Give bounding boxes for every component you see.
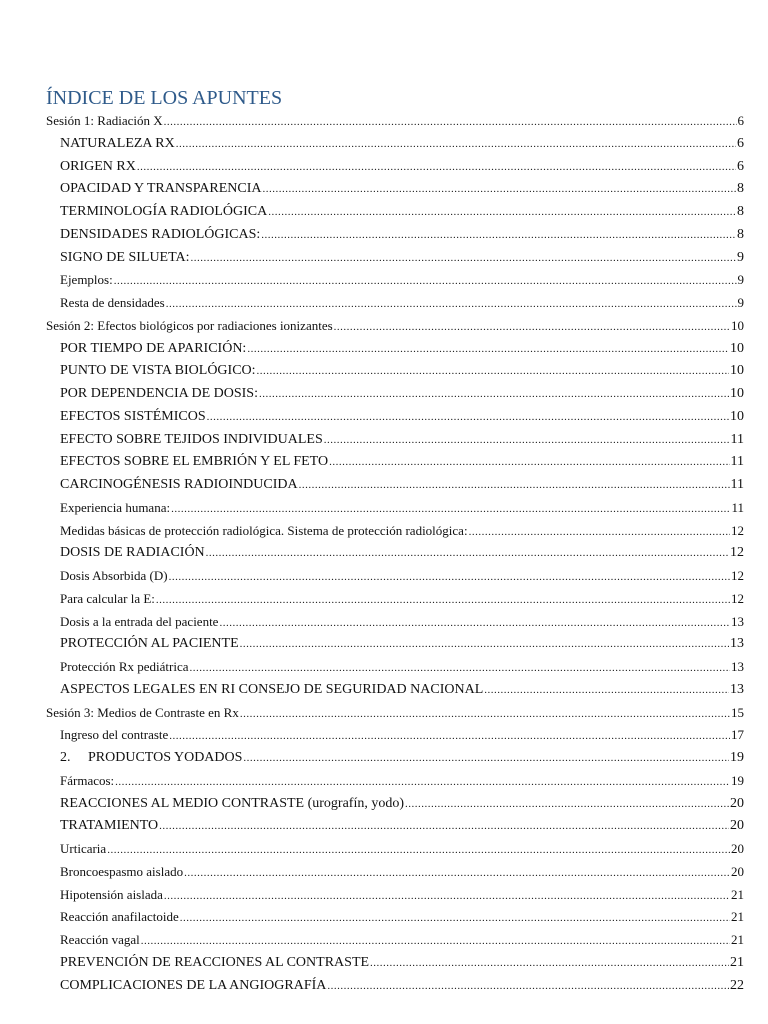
toc-entry-title: Ingreso del contraste (60, 727, 169, 743)
toc-entry[interactable] (0, 929, 768, 952)
toc-entry-title: Broncoespasmo aislado (60, 863, 184, 879)
toc-page-number: 17 (731, 727, 744, 743)
toc-entry[interactable] (0, 679, 768, 702)
toc-entry-title: Medidas básicas de protección radiológica. Sistema de protección radiológica: (60, 522, 468, 538)
toc-page-number: 13 (731, 613, 744, 629)
toc-entry[interactable] (0, 702, 768, 725)
dot-leader (191, 247, 736, 270)
toc-entry-title: Sesión 2: Efectos biológicos por radiaciones ionizantes (46, 317, 333, 333)
toc-list (0, 110, 768, 997)
toc-page-number: 19 (731, 772, 744, 788)
toc-entry[interactable] (0, 884, 768, 907)
toc-entry-title: Ejemplos: (60, 272, 113, 288)
toc-entry-title: TRATAMIENTO (60, 818, 159, 834)
dot-leader (240, 703, 730, 725)
toc-entry[interactable] (0, 793, 768, 816)
toc-page-number: 10 (730, 386, 744, 401)
toc-entry[interactable] (0, 406, 768, 429)
dot-leader (243, 747, 729, 770)
toc-entry-title: Reacción anafilactoide (60, 909, 179, 925)
toc-entry[interactable] (0, 429, 768, 452)
toc-page-number: 13 (730, 681, 744, 697)
toc-entry-title (60, 747, 242, 770)
toc-entry[interactable] (0, 861, 768, 884)
toc-page-number: 10 (730, 363, 744, 379)
toc-page-number: 12 (731, 522, 744, 538)
toc-page-number: 8 (737, 181, 744, 197)
dot-leader (176, 133, 736, 156)
toc-entry[interactable] (0, 201, 768, 224)
toc-entry[interactable] (0, 724, 768, 747)
toc-entry-title: PREVENCIÓN DE REACCIONES AL CONTRASTE (60, 954, 370, 970)
dot-leader (171, 498, 730, 520)
toc-entry[interactable] (0, 156, 768, 179)
toc-page-number: 9 (737, 295, 744, 310)
dot-leader (137, 156, 736, 179)
dot-leader (263, 178, 737, 201)
dot-leader (159, 815, 729, 838)
dot-leader (166, 293, 737, 315)
dot-leader (190, 657, 730, 679)
toc-entry-title: Fármacos: (60, 772, 115, 788)
toc-entry-title: ASPECTOS LEGALES EN RI CONSEJO DE SEGURIDAD NACIONAL (60, 681, 484, 697)
toc-entry[interactable] (0, 952, 768, 975)
toc-entry-title: TERMINOLOGÍA RADIOLÓGICA (60, 204, 268, 219)
toc-page-number: 20 (730, 795, 744, 811)
toc-entry[interactable] (0, 383, 768, 406)
dot-leader (405, 793, 729, 816)
dot-leader (206, 542, 729, 565)
dot-leader (240, 633, 729, 656)
dot-leader (141, 930, 730, 952)
toc-page-number: 12 (731, 568, 744, 583)
toc-entry-title: Sesión 3: Medios de Contraste en Rx (46, 704, 239, 720)
dot-leader (180, 907, 730, 929)
dot-leader (324, 429, 730, 452)
toc-entry-title: DOSIS DE RADIACIÓN (60, 545, 205, 561)
dot-leader (247, 338, 729, 361)
dot-leader (169, 725, 730, 747)
toc-entry[interactable] (0, 770, 768, 793)
toc-entry-number: 2. (60, 750, 71, 765)
dot-leader (329, 451, 729, 474)
toc-page-number: 10 (731, 317, 744, 333)
toc-title: ÍNDICE DE LOS APUNTES (46, 87, 283, 109)
dot-leader (484, 679, 729, 702)
dot-leader (327, 975, 729, 998)
toc-entry-title: Para calcular la E: (60, 590, 155, 606)
toc-page-number: 13 (731, 659, 744, 674)
toc-entry[interactable] (0, 224, 768, 247)
toc-page-number: 22 (730, 977, 744, 993)
dot-leader (268, 201, 736, 224)
toc-page-number: 13 (730, 636, 744, 652)
dot-leader (257, 360, 729, 383)
toc-entry[interactable] (0, 542, 768, 565)
dot-leader (299, 474, 730, 497)
toc-entry[interactable] (0, 133, 768, 156)
toc-entry-title: Urticaria (60, 841, 107, 856)
toc-entry[interactable] (0, 178, 768, 201)
toc-entry-title: POR TIEMPO DE APARICIÓN: (60, 340, 247, 356)
dot-leader (370, 952, 729, 975)
dot-leader (115, 771, 730, 793)
toc-entry[interactable] (0, 247, 768, 270)
toc-entry-title: ORIGEN RX (60, 158, 136, 174)
toc-entry[interactable] (0, 520, 768, 543)
toc-page-number: 15 (731, 704, 744, 720)
toc-entry-title: SIGNO DE SILUETA: (60, 249, 190, 265)
dot-leader (259, 383, 729, 406)
toc-entry[interactable] (0, 906, 768, 929)
toc-entry-title: PROTECCIÓN AL PACIENTE (60, 636, 239, 652)
toc-entry-title: Sesión 1: Radiación X (46, 113, 163, 128)
dot-leader (107, 839, 730, 861)
toc-page-number: 10 (730, 408, 744, 424)
dot-leader (334, 316, 730, 338)
toc-entry-title: PUNTO DE VISTA BIOLÓGICO: (60, 363, 256, 379)
toc-page-number: 6 (737, 158, 744, 174)
dot-leader (207, 406, 729, 429)
dot-leader (169, 566, 730, 588)
dot-leader (156, 589, 730, 611)
toc-entry[interactable] (0, 611, 768, 634)
toc-entry-title: NATURALEZA RX (60, 135, 175, 151)
toc-entry-title: Resta de densidades (60, 295, 165, 310)
dot-leader (114, 270, 737, 292)
toc-entry[interactable] (0, 292, 768, 315)
toc-page-number: 20 (730, 818, 744, 834)
toc-entry[interactable] (0, 815, 768, 838)
toc-entry[interactable] (0, 656, 768, 679)
toc-entry[interactable] (0, 269, 768, 292)
toc-entry-label: PRODUCTOS YODADOS (88, 750, 243, 765)
dot-leader (164, 111, 737, 133)
toc-entry[interactable] (0, 975, 768, 998)
toc-entry[interactable] (0, 474, 768, 497)
toc-page-number: 21 (731, 909, 744, 925)
dot-leader (219, 612, 730, 634)
toc-page-number: 8 (737, 226, 744, 242)
toc-page-number: 11 (730, 431, 744, 447)
toc-entry[interactable] (0, 110, 768, 133)
toc-entry-title: POR DEPENDENCIA DE DOSIS: (60, 386, 258, 401)
toc-page-number: 20 (731, 841, 744, 856)
toc-entry[interactable] (0, 838, 768, 861)
toc-entry[interactable] (0, 451, 768, 474)
toc-entry-title: Hipotensión aislada (60, 886, 163, 902)
toc-page-number: 21 (730, 954, 744, 970)
toc-entry-title: REACCIONES AL MEDIO CONTRASTE (urografín, yodo) (60, 795, 405, 811)
dot-leader (469, 521, 730, 543)
toc-entry[interactable] (0, 747, 768, 770)
toc-entry[interactable] (0, 338, 768, 361)
toc-entry[interactable] (0, 588, 768, 611)
toc-entry[interactable] (0, 497, 768, 520)
toc-entry[interactable] (0, 633, 768, 656)
dot-leader (184, 862, 730, 884)
toc-page-number: 11 (731, 499, 744, 515)
toc-page-number: 9 (737, 272, 744, 288)
toc-page-number: 11 (730, 454, 744, 470)
toc-page-number: 20 (731, 863, 744, 879)
toc-page-number: 11 (730, 477, 744, 492)
toc-entry-title: CARCINOGÉNESIS RADIOINDUCIDA (60, 477, 298, 492)
toc-entry-title: Protección Rx pediátrica (60, 659, 189, 674)
dot-leader (164, 885, 730, 907)
toc-entry[interactable] (0, 360, 768, 383)
toc-page-number: 21 (731, 932, 744, 947)
toc-entry-title: EFECTOS SOBRE EL EMBRIÓN Y EL FETO (60, 454, 329, 470)
toc-page-number: 6 (737, 113, 744, 128)
toc-page-number: 12 (731, 590, 744, 606)
toc-entry-title: OPACIDAD Y TRANSPARENCIA (60, 181, 262, 197)
toc-entry-title: Dosis a la entrada del paciente (60, 613, 219, 629)
toc-page-number: 21 (731, 886, 744, 902)
toc-entry-title: COMPLICACIONES DE LA ANGIOGRAFÍA (60, 977, 327, 993)
toc-entry-title: Experiencia humana: (60, 499, 171, 515)
dot-leader (261, 224, 736, 247)
toc-entry[interactable] (0, 565, 768, 588)
toc-page-number: 8 (737, 204, 744, 219)
toc-page-number: 12 (730, 545, 744, 561)
toc-entry-title: DENSIDADES RADIOLÓGICAS: (60, 226, 261, 242)
toc-entry[interactable] (0, 315, 768, 338)
toc-page-number: 6 (737, 135, 744, 151)
toc-page-number: 10 (730, 340, 744, 356)
toc-entry-title: EFECTOS SISTÉMICOS (60, 408, 206, 424)
toc-entry-title: Dosis Absorbida (D) (60, 568, 168, 583)
toc-page-number: 9 (737, 249, 744, 265)
toc-entry-title: EFECTO SOBRE TEJIDOS INDIVIDUALES (60, 431, 323, 447)
toc-entry-title: Reacción vagal (60, 932, 140, 947)
toc-page-number: 19 (730, 750, 744, 765)
